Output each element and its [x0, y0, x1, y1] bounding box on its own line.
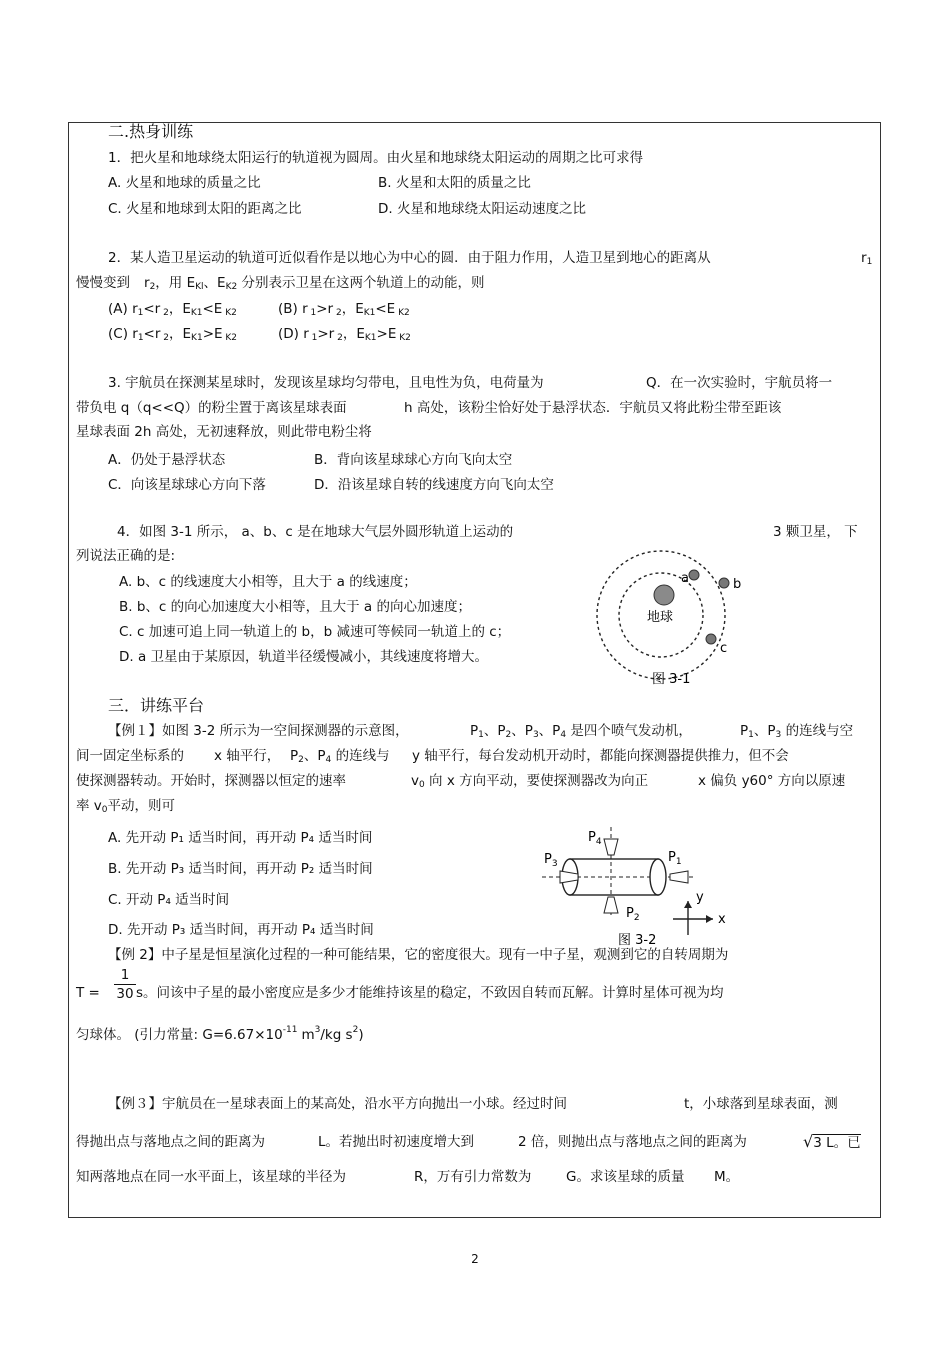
p1-label: $P_1$ — [668, 850, 682, 867]
ex1-line2b: x 轴平行， — [214, 748, 281, 764]
satellite-c-label: c — [720, 641, 728, 656]
q3-option-a: A．仍处于悬浮状态 — [108, 452, 226, 468]
y-arrow-head-icon — [684, 901, 692, 908]
satellite-b — [719, 578, 729, 588]
ex3-line3a: 知两落地点在同一水平面上，该星球的半径为 — [76, 1169, 346, 1185]
ex3-line3c: G。求该星球的质量 — [566, 1169, 685, 1185]
q2-r1: $r_1$ — [861, 250, 873, 267]
figure-3-1-orbits — [595, 535, 755, 690]
ex3-line3b: R，万有引力常数为 — [414, 1169, 532, 1185]
q4-line1a: 4．如图 3-1 所示， a、b、c 是在地球大气层外圆形轨道上运动的 — [117, 524, 514, 540]
q3-option-d: D．沿该星球自转的线速度方向飞向太空 — [314, 477, 554, 493]
q1-stem: 1．把火星和地球绕太阳运行的轨道视为圆周。由火星和地球绕太阳运动的周期之比可求得 — [108, 150, 644, 166]
q2-option-a: (A) $r_1<r$ $_2$，$E_{K1}<E$ $_{K2}$ — [108, 301, 237, 318]
q4-option-a: A. b、c 的线速度大小相等，且大于 a 的线速度； — [119, 574, 417, 590]
q4-option-d: D. a 卫星由于某原因，轨道半径缓慢减小，其线速度将增大。 — [119, 649, 489, 665]
q1-option-a: A. 火星和地球的质量之比 — [108, 175, 261, 191]
q1-option-c: C. 火星和地球到太阳的距离之比 — [108, 201, 302, 217]
ex3-line2b: L。若抛出时初速度增大到 — [318, 1134, 475, 1150]
q4-option-c: C. c 加速可追上同一轨道上的 b，b 减速可等候同一轨道上的 c； — [119, 624, 511, 640]
q2-option-c: (C) $r_1<r$ $_2$，$E_{K1}>E$ $_{K2}$ — [108, 326, 238, 343]
ex3-line2d: √3 L。已 — [803, 1132, 861, 1151]
ex1-line2d: y 轴平行，每台发动机开动时，都能向探测器提供推力，但不会 — [412, 748, 789, 764]
ex1-line1a: 【例１】如图 3-2 所示为一空间探测器的示意图， — [108, 723, 409, 739]
ex1-line1b: $P_1$、$P_2$、$P_3$、$P_4$ 是四个喷气发动机， — [470, 723, 692, 740]
ex1-line1c: $P_1$、$P_3$ 的连线与空 — [740, 723, 854, 740]
ex1-option-c: C. 开动 P₄ 适当时间 — [108, 892, 230, 908]
satellite-a — [689, 570, 699, 580]
q1-option-b: B. 火星和太阳的质量之比 — [378, 175, 531, 191]
q3-option-c: C．向该星球球心方向下落 — [108, 477, 266, 493]
ex3-line3d: M。 — [714, 1169, 740, 1185]
q4-line1b: 3 颗卫星， 下 — [773, 524, 858, 540]
q1-option-d: D. 火星和地球绕太阳运动速度之比 — [378, 201, 586, 217]
ex1-line3c: x 偏负 y60° 方向以原速 — [698, 773, 846, 789]
section-title-3: 三．讲练平台 — [108, 696, 205, 715]
ex2-fraction — [112, 967, 138, 1003]
section-title: 二.热身训练 — [108, 122, 194, 141]
q4-line2: 列说法正确的是: — [76, 548, 176, 564]
q3-line1b: Q．在一次实验时，宇航员将一 — [646, 375, 833, 391]
q2-line2: 慢慢变到 $r_2$，用 $E_{Kl}$、$E_{K2}$ 分别表示卫星在这两个轨道上的动能，则 — [76, 275, 485, 292]
ex3-line1b: t，小球落到星球表面，测 — [684, 1096, 838, 1112]
fraction-denominator: 30 — [116, 986, 134, 1002]
ex1-line2a: 间一固定坐标系的 — [76, 748, 184, 764]
ex1-line2c: $P_2$、$P_4$ 的连线与 — [290, 748, 390, 765]
thruster-p1 — [670, 871, 688, 883]
thruster-p4 — [604, 839, 618, 855]
q4-option-b: B. b、c 的向心加速度大小相等，且大于 a 的向心加速度； — [119, 599, 471, 615]
thruster-p2 — [604, 897, 618, 913]
figure-3-1-caption: 图 3-1 — [652, 672, 691, 687]
ex3-line1a: 【例３】宇航员在一星球表面上的某高处，沿水平方向抛出一小球。经过时间 — [108, 1096, 567, 1112]
probe-end-right — [650, 859, 666, 895]
fraction-numerator: 1 — [120, 967, 130, 983]
q3-option-b: B．背向该星球球心方向飞向太空 — [314, 452, 513, 468]
coord-x-label: x — [718, 912, 726, 927]
p2-label: $P_2$ — [626, 906, 640, 923]
q3-line2a: 带负电 q（q<<Q）的粉尘置于离该星球表面 — [76, 400, 347, 416]
satellite-c — [706, 634, 716, 644]
earth-icon — [654, 585, 674, 605]
earth-label: 地球 — [647, 610, 674, 625]
ex3-line2c: 2 倍，则抛出点与落地点之间的距离为 — [518, 1134, 747, 1150]
q2-line1: 2．某人造卫星运动的轨道可近似看作是以地心为中心的圆．由于阻力作用，人造卫星到地心的距离从 — [108, 250, 711, 266]
ex1-line3a: 使探测器转动。开始时，探测器以恒定的速率 — [76, 773, 346, 789]
ex1-option-a: A. 先开动 P₁ 适当时间，再开动 P₄ 适当时间 — [108, 830, 373, 846]
ex2-T: T = — [76, 985, 100, 1001]
ex1-option-d: D. 先开动 P₃ 适当时间，再开动 P₄ 适当时间 — [108, 922, 374, 938]
q3-line2b: h 高处，该粉尘恰好处于悬浮状态．宇航员又将此粉尘带至距该 — [404, 400, 782, 416]
x-arrow-head-icon — [706, 915, 713, 923]
q3-line1a: 3. 宇航员在探测某星球时，发现该星球均匀带电，且电性为负，电荷量为 — [108, 375, 544, 391]
p4-label: $P_4$ — [588, 830, 602, 847]
ex1-line3b: $v_0$ 向 x 方向平动，要使探测器改为向正 — [411, 773, 649, 790]
p3-label: $P_3$ — [544, 852, 558, 869]
ex1-option-b: B. 先开动 P₃ 适当时间，再开动 P₂ 适当时间 — [108, 861, 373, 877]
satellite-b-label: b — [733, 577, 742, 592]
ex2-line3: 匀球体。 (引力常量: $G=6.67\times 10^{-11}$ $m^3/kg$ $s^2$) — [76, 1025, 364, 1043]
ex2-line2: s。问该中子星的最小密度应是多少才能维持该星的稳定，不致因自转而瓦解。计算时星体可视为均 — [136, 985, 724, 1001]
q2-option-b: (B) r $_1$>r $_2$，$E_{K1}<E$ $_{K2}$ — [278, 301, 410, 318]
satellite-a-label: a — [681, 571, 689, 586]
coord-y-label: y — [696, 890, 704, 905]
q2-option-d: (D) r $_1$>r $_2$，$E_{K1}>E$ $_{K2}$ — [278, 326, 411, 343]
figure-3-2-probe — [538, 825, 738, 950]
ex1-line4: 率 $v_0$平动，则可 — [76, 798, 176, 815]
q3-line3: 星球表面 2h 高处，无初速释放，则此带电粉尘将 — [76, 424, 372, 440]
ex3-line2a: 得抛出点与落地点之间的距离为 — [76, 1134, 265, 1150]
ex2-line1: 【例 2】中子星是恒星演化过程的一种可能结果，它的密度很大。现有一中子星，观测到它的自转周期为 — [108, 947, 729, 963]
page-number: 2 — [471, 1252, 479, 1266]
figure-3-2-caption: 图 3-2 — [618, 933, 657, 948]
